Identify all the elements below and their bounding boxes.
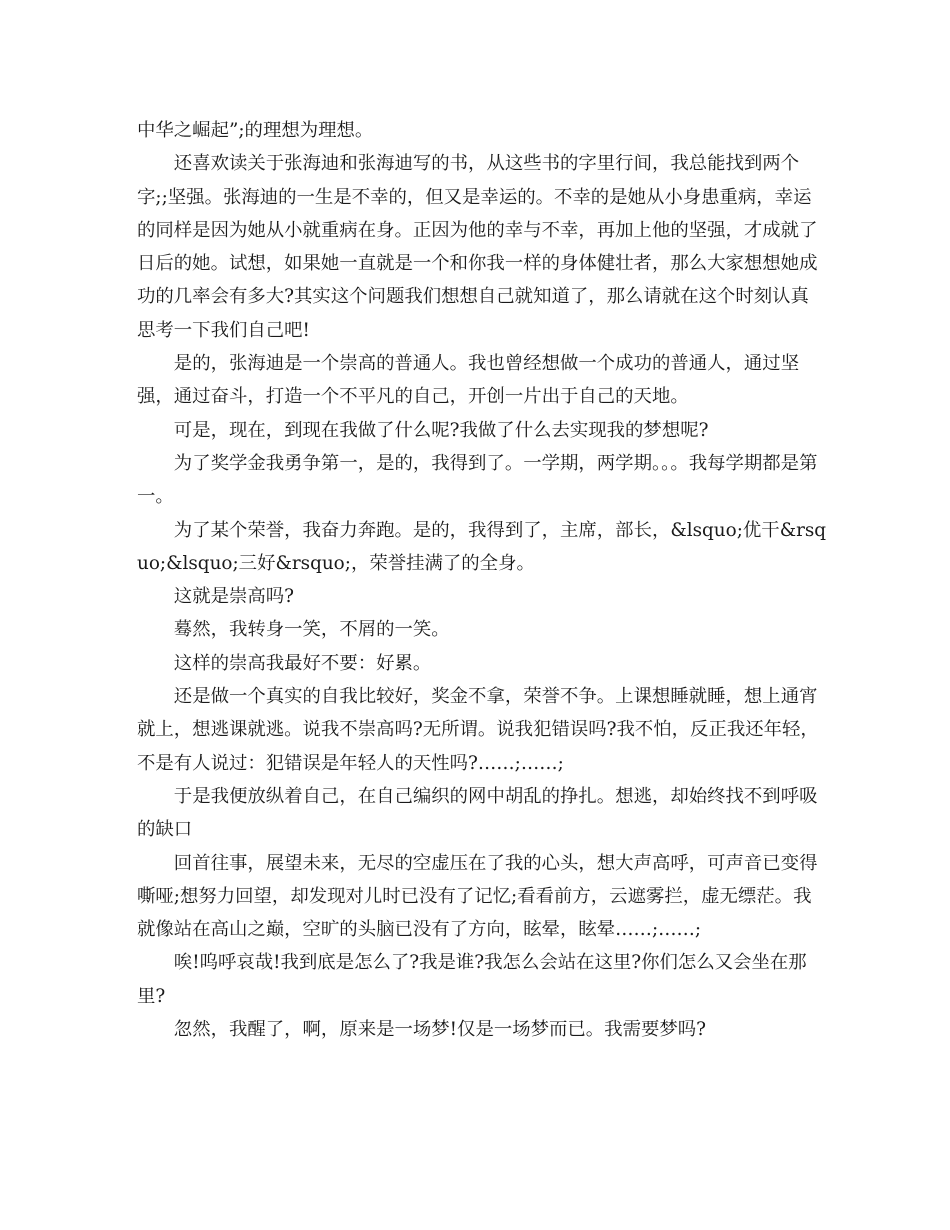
paragraph-7: 这就是崇高吗? xyxy=(173,586,295,608)
paragraph-10: 还是做一个真实的自我比较好，奖金不拿，荣誉不争。上课想睡就睡，想上通宵就上，想逃课就逃。说我不崇高吗?无所谓。说我犯错误吗?我不怕，反正我还年轻，不是有人说过：犯错误是年轻人的天性吗?……;……; xyxy=(137,686,819,774)
paragraph-3: 是的，张海迪是一个崇高的普通人。我也曾经想做一个成功的普通人，通过坚强，通过奋斗，打造一个不平凡的自己，开创一片出于自己的天地。 xyxy=(137,353,800,408)
paragraph-1: 中华之崛起”;的理想为理想。 xyxy=(137,120,374,141)
document-body xyxy=(137,114,827,1046)
paragraph-13: 唉!呜呼哀哉!我到底是怎么了?我是谁?我怎么会站在这里?你们怎么又会坐在那里? xyxy=(137,952,807,1007)
paragraph-2: 还喜欢读关于张海迪和张海迪写的书，从这些书的字里行间，我总能找到两个字;;坚强。张海迪的一生是不幸的，但又是幸运的。不幸的是她从小身患重病，幸运的同样是因为她从小就重病在身。正因为他的幸与不幸，再加上他的坚强，才成就了日后的她。试想，如果她一直就是一个和你我一样的身体健壮者，那么大家想想她成功的几率会有多大?其实这个问题我们想想自己就知道了，那么请就在这个时刻认真思考一下我们自己吧! xyxy=(137,153,818,341)
paragraph-14: 忽然，我醒了，啊，原来是一场梦!仅是一场梦而已。我需要梦吗? xyxy=(173,1019,706,1041)
paragraph-8: 蓦然，我转身一笑，不屑的一笑。 xyxy=(173,619,450,641)
paragraph-9: 这样的崇高我最好不要：好累。 xyxy=(173,652,432,674)
paragraph-12: 回首往事，展望未来，无尽的空虚压在了我的心头，想大声高呼，可声音已变得嘶哑;想努力回望，却发现对儿时已没有了记忆;看看前方，云遮雾拦，虚无缥茫。我就像站在高山之巅，空旷的头脑已没有了方向，眩晕，眩晕……;……; xyxy=(137,852,818,941)
paragraph-4: 可是，现在，到现在我做了什么呢?我做了什么去实现我的梦想呢? xyxy=(173,419,709,441)
paragraph-6: 为了某个荣誉，我奋力奔跑。是的，我得到了，主席，部长，&lsquo;优干&rsquo;&lsquo;三好&rsquo;，荣誉挂满了的全身。 xyxy=(137,519,827,574)
paragraph-5: 为了奖学金我勇争第一，是的，我得到了。一学期，两学期。。。我每学期都是第一。 xyxy=(137,452,818,508)
paragraph-11: 于是我便放纵着自己，在自己编织的网中胡乱的挣扎。想逃，却始终找不到呼吸的缺口 xyxy=(137,785,818,841)
